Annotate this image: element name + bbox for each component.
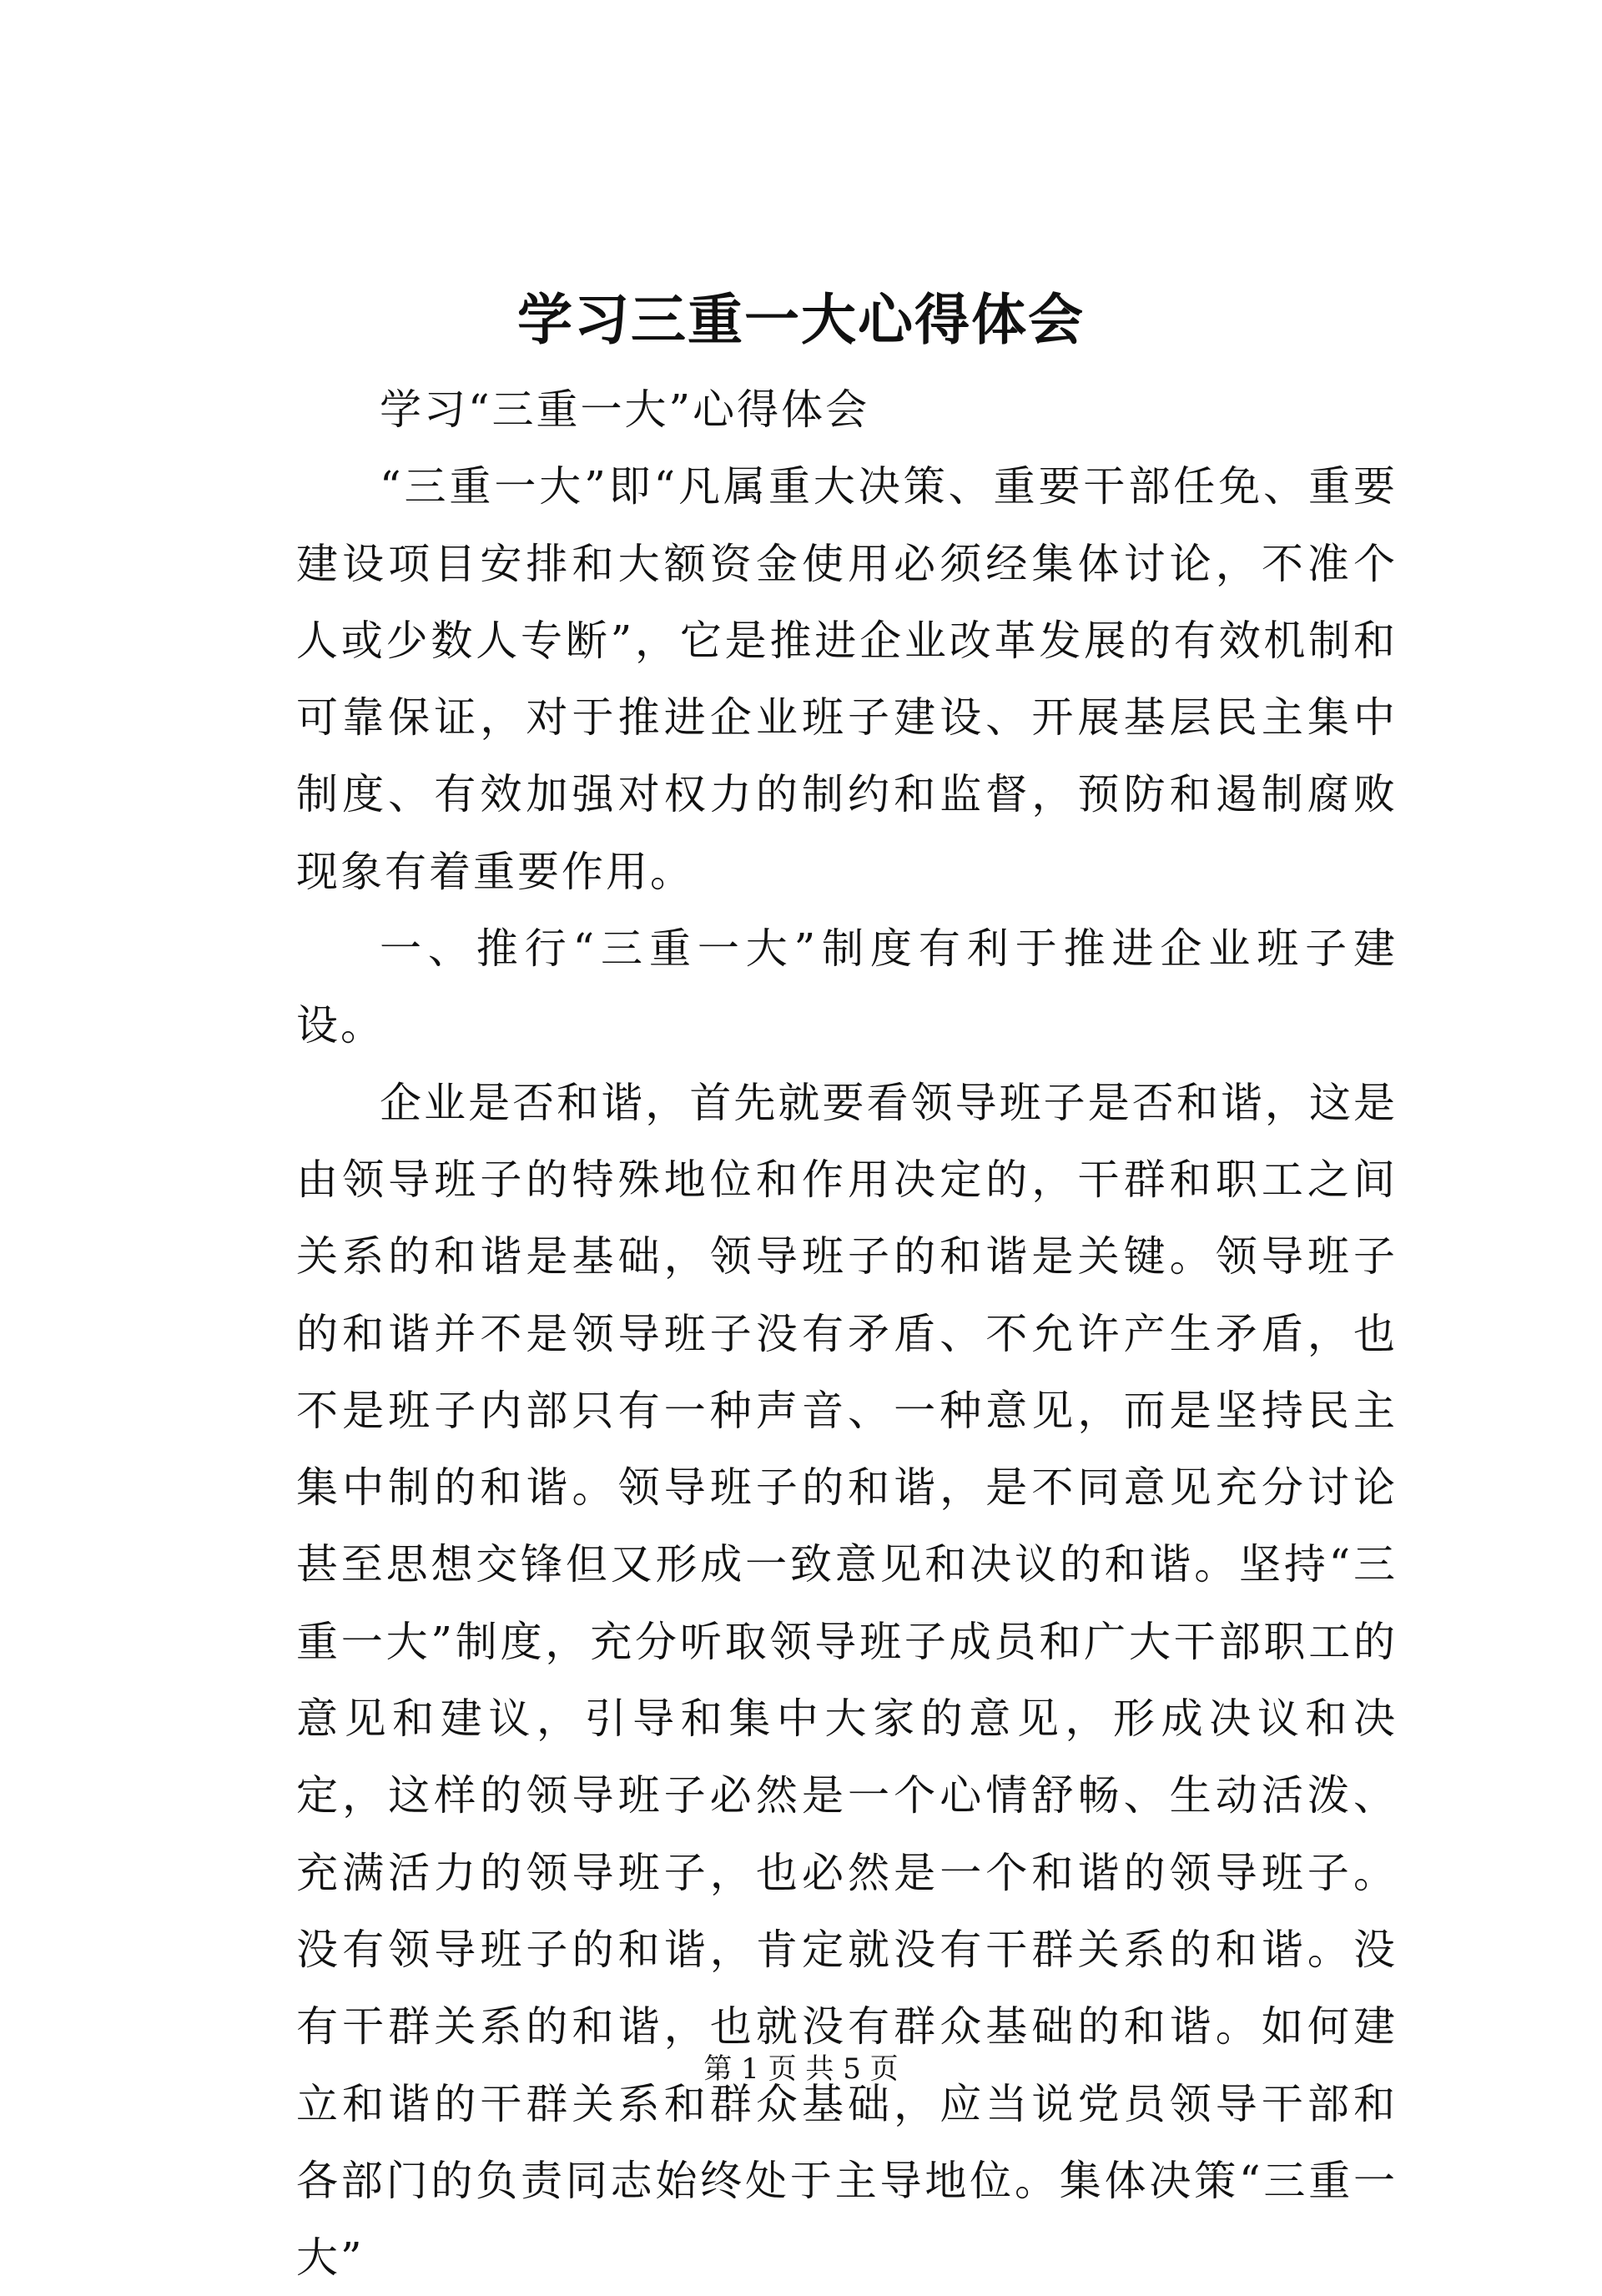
page-footer: 第 1 页 共 5 页: [703, 2052, 899, 2086]
paragraph-harmony: 企业是否和谐，首先就要看领导班子是否和谐，这是由领导班子的特殊地位和作用决定的，干群和职工之间关系的和谐是基础，领导班子的和谐是关键。领导班子的和谐并不是领导班子没有矛盾、不允许产生矛盾，也不是班子内部只有一种声音、一种意见，而是坚持民主集中制的和谐。领导班子的和谐，是不同意见充分讨论甚至思想交锋但又形成一致意见和决议的和谐。坚持“三重一大”制度，充分听取领导班子成员和广大干部职工的意见和建议，引导和集中大家的意见，形成决议和决定，这样的领导班子必然是一个心情舒畅、生动活泼、充满活力的领导班子，也必然是一个和谐的领导班子。没有领导班子的和谐，肯定就没有干群关系的和谐。没有干群关系的和谐，也就没有群众基础的和谐。如何建立和谐的干群关系和群众基础，应当说党员领导干部和各部门的负责同志始终处于主导地位。集体决策“三重一大”: [296, 1078, 1398, 2283]
document-body: [296, 371, 1398, 2296]
paragraph-definition: “三重一大”即“凡属重大决策、重要干部任免、重要建设项目安排和大额资金使用必须经集体讨论，不准个人或少数人专断”，它是推进企业改革发展的有效机制和可靠保证，对于推进企业班子建设、开展基层民主集中制度、有效加强对权力的制约和监督，预防和遏制腐败现象有着重要作用。: [296, 462, 1398, 896]
paragraph-subtitle: 学习“三重一大”心得体会: [380, 385, 870, 434]
document-title: 学习三重一大心得体会: [517, 287, 1085, 352]
paragraph-section-heading: 一、推行“三重一大”制度有利于推进企业班子建设。: [296, 924, 1398, 1050]
